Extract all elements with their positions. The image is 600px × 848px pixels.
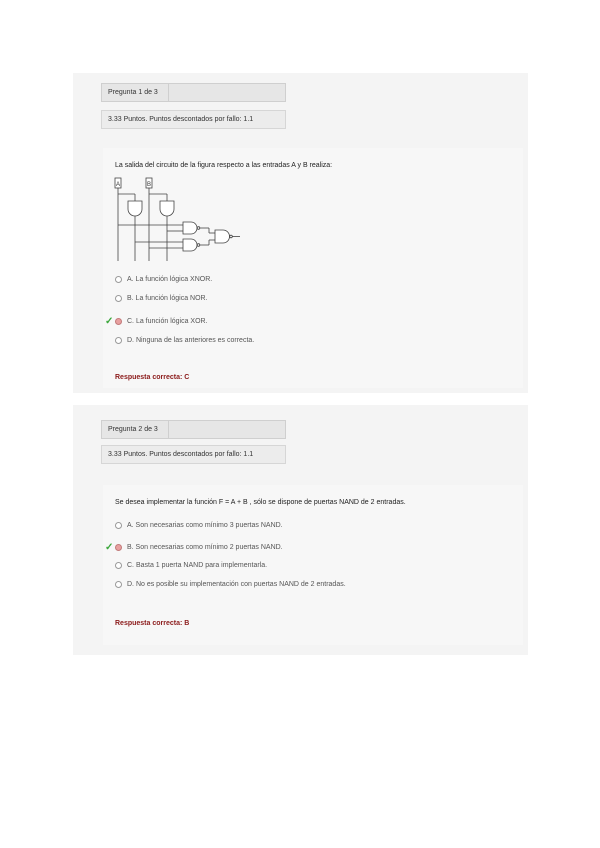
question-text: La salida del circuito de la figura respecto a las entradas A y B realiza: bbox=[115, 162, 333, 169]
option-b[interactable] bbox=[115, 292, 208, 304]
correct-answer-value: C bbox=[184, 374, 190, 381]
radio-option-d[interactable] bbox=[115, 337, 122, 344]
question-1-body bbox=[103, 148, 523, 388]
radio-option-c[interactable] bbox=[115, 562, 122, 569]
option-c-label: C. La función lógica XOR. bbox=[127, 317, 208, 325]
option-d[interactable] bbox=[115, 334, 254, 346]
correct-check-icon: ✓ bbox=[105, 315, 114, 327]
option-d-label: D. No es posible su implementación con puertas NAND de 2 entradas. bbox=[127, 580, 346, 588]
option-d-label: D. Ninguna de las anteriores es correcta. bbox=[127, 336, 255, 344]
option-b[interactable] bbox=[105, 541, 283, 553]
radio-option-b[interactable] bbox=[115, 295, 122, 302]
option-a[interactable] bbox=[115, 519, 283, 531]
correct-answer-label: Respuesta correcta: bbox=[115, 374, 183, 381]
question-text: Se desea implementar la función F = A + B , sólo se dispone de puertas NAND de 2 entradas. bbox=[115, 499, 406, 506]
option-a[interactable] bbox=[115, 273, 212, 285]
question-1-header bbox=[101, 83, 286, 102]
radio-option-a[interactable] bbox=[115, 276, 122, 283]
radio-option-d[interactable] bbox=[115, 581, 122, 588]
question-2-body bbox=[103, 485, 523, 645]
question-1-panel bbox=[73, 73, 528, 393]
logic-circuit-diagram bbox=[113, 176, 243, 266]
radio-option-a[interactable] bbox=[115, 522, 122, 529]
option-a-label: A. La función lógica XNOR. bbox=[127, 275, 213, 283]
radio-option-c-selected[interactable] bbox=[115, 318, 122, 325]
question-number: Pregunta 1 de 3 bbox=[102, 84, 169, 101]
question-points: 3.33 Puntos. Puntos descontados por fallo: 1.1 bbox=[101, 110, 286, 129]
correct-check-icon: ✓ bbox=[105, 541, 114, 553]
option-c[interactable] bbox=[105, 315, 208, 327]
input-b-label: B bbox=[146, 182, 152, 188]
option-c[interactable] bbox=[115, 559, 267, 571]
input-a-label: A bbox=[115, 182, 121, 188]
correct-answer-label: Respuesta correcta: bbox=[115, 620, 183, 627]
radio-option-b-selected[interactable] bbox=[115, 544, 122, 551]
option-b-label: B. La función lógica NOR. bbox=[127, 294, 208, 302]
question-points: 3.33 Puntos. Puntos descontados por fallo: 1.1 bbox=[101, 445, 286, 464]
question-number: Pregunta 2 de 3 bbox=[102, 421, 169, 438]
option-d[interactable] bbox=[115, 578, 346, 590]
question-2-panel bbox=[73, 405, 528, 655]
option-a-label: A. Son necesarias como mínimo 3 puertas NAND. bbox=[127, 521, 283, 529]
correct-answer bbox=[115, 620, 189, 627]
question-2-header bbox=[101, 420, 286, 439]
correct-answer-value: B bbox=[184, 620, 190, 627]
correct-answer bbox=[115, 374, 189, 381]
option-c-label: C. Basta 1 puerta NAND para implementarla. bbox=[127, 561, 268, 569]
option-b-label: B. Son necesarias como mínimo 2 puertas NAND. bbox=[127, 543, 283, 551]
